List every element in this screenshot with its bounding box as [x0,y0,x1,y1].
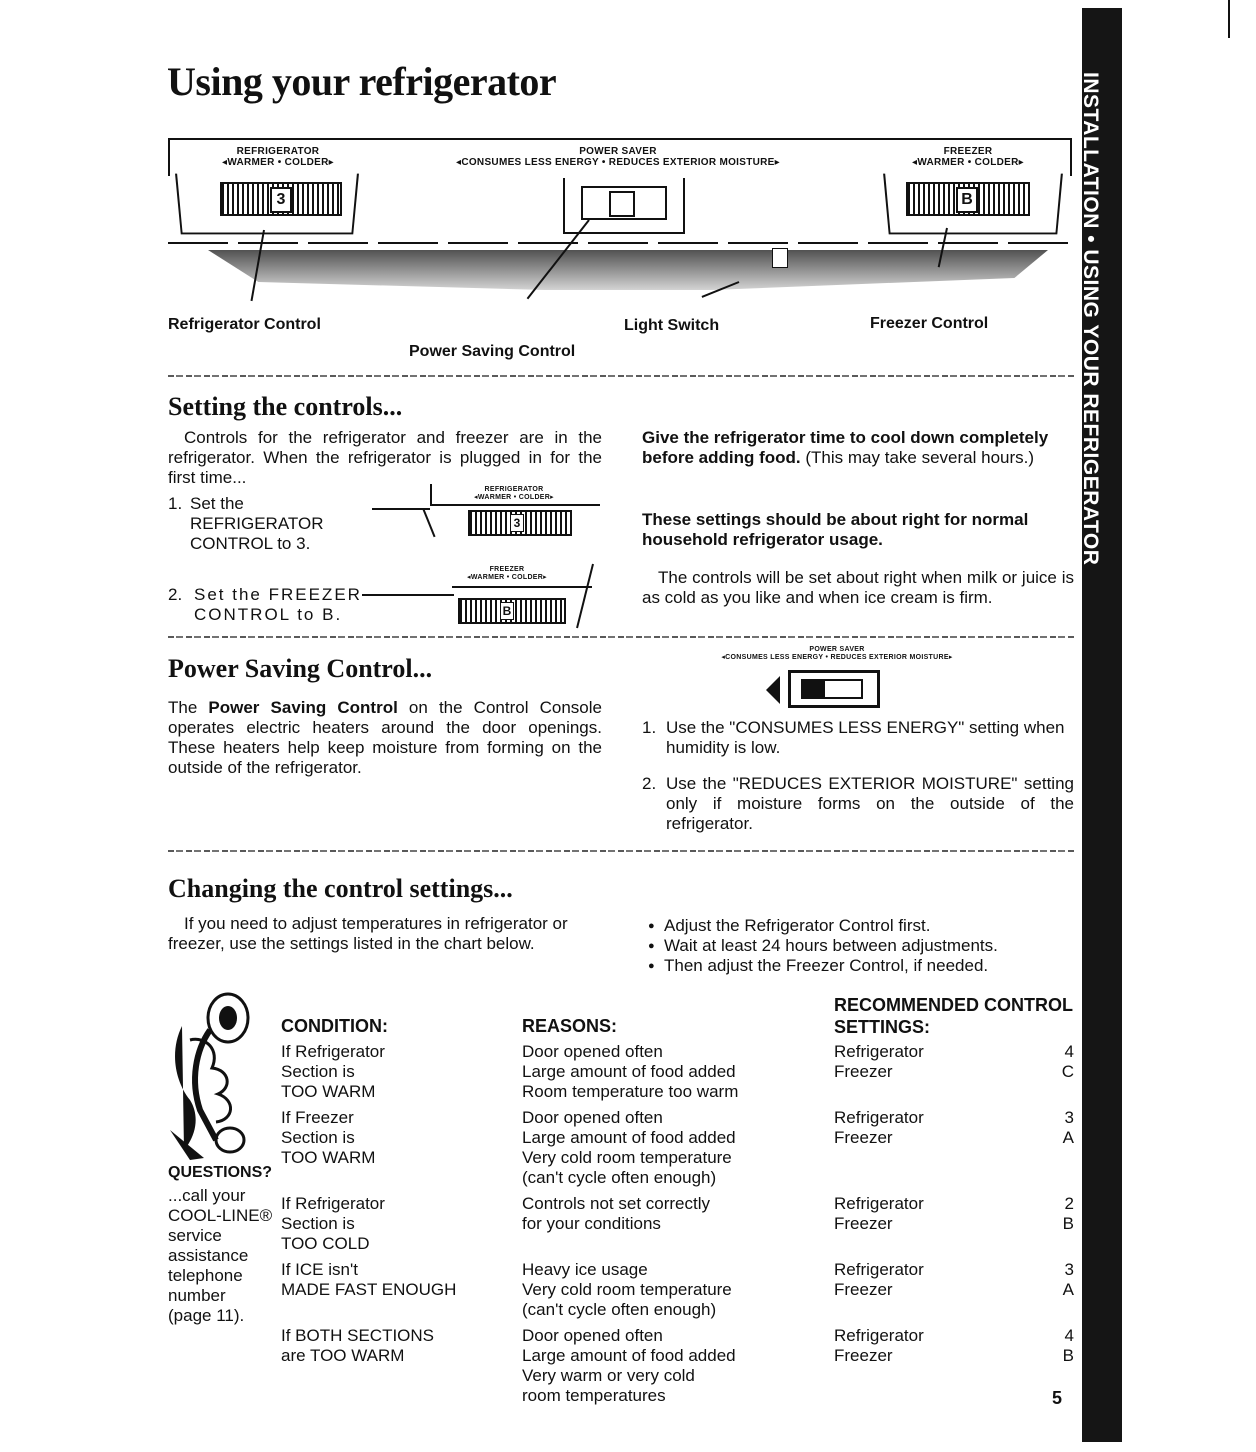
step-2-number: 2. [168,585,183,604]
changing-bullets [648,916,1068,976]
power-item-2-number: 2. [642,774,657,793]
section-heading-setting-controls: Setting the controls... [168,392,403,421]
power-saver-switch [581,186,667,220]
cool-down-bold: Give the refrigerator time to cool down completely before adding food. [642,428,1049,467]
power-item-2-text: Use the "REDUCES EXTERIOR MOISTURE" setting only if moisture forms on the outside of the refrigerator. [666,774,1074,833]
row-3-condition: If Refrigerator Section is TOO COLD [281,1194,385,1253]
divider [168,375,1074,377]
row-5-reasons: Door opened often Large amount of food added Very warm or very cold room temperatures [522,1326,736,1405]
settings-header: RECOMMENDED CONTROL SETTINGS: [834,995,1073,1037]
milk-note: The controls will be set about right when milk or juice is as cold as you like and when ice cream is firm. [642,568,1074,607]
reasons-header: REASONS: [522,1016,618,1036]
step-1-number: 1. [168,494,183,513]
callout-power-saving-control: Power Saving Control [409,343,576,360]
row-5-settings: Refrigerator 4 Freezer B [834,1326,1074,1365]
normal-usage-note: These settings should be about right for normal household refrigerator usage. [642,510,1029,549]
row-1-settings: Refrigerator 4 Freezer C [834,1042,1074,1081]
questions-text: ...call your COOL-LINE® service assistance telephone number (page 11). [168,1186,273,1325]
row-4-condition: If ICE isn't MADE FAST ENOUGH [281,1260,457,1299]
row-3-settings: Refrigerator 2 Freezer B [834,1194,1074,1233]
bullet-item: ● Adjust the Refrigerator Control first. [648,916,1068,936]
callout-freezer-control: Freezer Control [870,315,989,332]
changing-intro: If you need to adjust temperatures in refrigerator or freezer, use the settings listed in the chart below. [168,914,568,953]
cool-down-note [642,428,1074,468]
page-number: 5 [1052,1388,1063,1408]
power-item-1-number: 1. [642,718,657,737]
row-2-reasons: Door opened often Large amount of food added Very cold room temperature (can't cycle often enough) [522,1108,736,1187]
power-item-1-text: Use the "CONSUMES LESS ENERGY" setting when humidity is low. [666,718,1065,757]
row-3-reasons: Controls not set correctly for your conditions [522,1194,711,1233]
power-saver-illustration: POWER SAVER ◂CONSUMES LESS ENERGY • REDUCES EXTERIOR MOISTURE▸ [672,642,1004,706]
row-5-condition: If BOTH SECTIONS are TOO WARM [281,1326,435,1365]
step-2-text: Set the FREEZER CONTROL to B. [194,585,362,624]
console-power-saver-label: POWER SAVER ◂CONSUMES LESS ENERGY • REDUCES EXTERIOR MOISTURE▸ [456,146,780,168]
console-freezer-label: FREEZER ◂WARMER • COLDER▸ [912,146,1024,168]
control-console [168,138,1072,323]
setting-intro: Controls for the refrigerator and freezer are in the refrigerator. When the refrigerator is plugged in for the first time... [168,428,602,487]
refrigerator-dial-setting: 3 [270,187,292,213]
light-switch-button [772,248,788,268]
bullet-item: ● Wait at least 24 hours between adjustments. [648,936,1068,956]
step-1-text: Set the REFRIGERATOR CONTROL to 3. [190,494,324,553]
row-1-condition: If Refrigerator Section is TOO WARM [281,1042,385,1101]
side-tab-label: INSTALLATION • USING YOUR REFRIGERATOR [1079,72,1102,566]
freezer-dial-setting: B [956,187,978,213]
row-4-settings: Refrigerator 3 Freezer A [834,1260,1074,1299]
divider [168,636,1074,638]
telephone-hand-icon [160,990,272,1166]
bullet-item: ● Then adjust the Freezer Control, if needed. [648,956,1068,976]
row-4-reasons: Heavy ice usage Very cold room temperature (can't cycle often enough) [522,1260,732,1319]
row-2-settings: Refrigerator 3 Freezer A [834,1108,1074,1147]
divider [168,850,1074,852]
condition-header: CONDITION: [281,1016,388,1036]
cool-down-rest: (This may take several hours.) [805,448,1035,467]
section-heading-changing: Changing the control settings... [168,874,513,903]
pointer-arrow-icon [766,676,780,704]
callout-refrigerator-control: Refrigerator Control [168,316,321,333]
row-1-reasons: Door opened often Large amount of food added Room temperature too warm [522,1042,739,1101]
row-2-condition: If Freezer Section is TOO WARM [281,1108,376,1167]
console-refrigerator-label: REFRIGERATOR ◂WARMER • COLDER▸ [222,146,334,168]
section-heading-power-saving: Power Saving Control... [168,654,433,683]
power-saving-description: The Power Saving Control on the Control Console operates electric heaters around the door openings. These heaters help keep moisture from forming on the outside of the refrigerator. [168,698,602,777]
edge-mark [1228,0,1230,38]
callout-light-switch: Light Switch [624,317,720,334]
step-1-dial-illustration: REFRIGERATOR ◂WARMER • COLDER▸ 3 [372,484,600,540]
page-title: Using your refrigerator [167,59,557,104]
step-2-dial-illustration: FREEZER ◂WARMER • COLDER▸ B [362,564,600,630]
questions-title: QUESTIONS? [168,1164,273,1181]
